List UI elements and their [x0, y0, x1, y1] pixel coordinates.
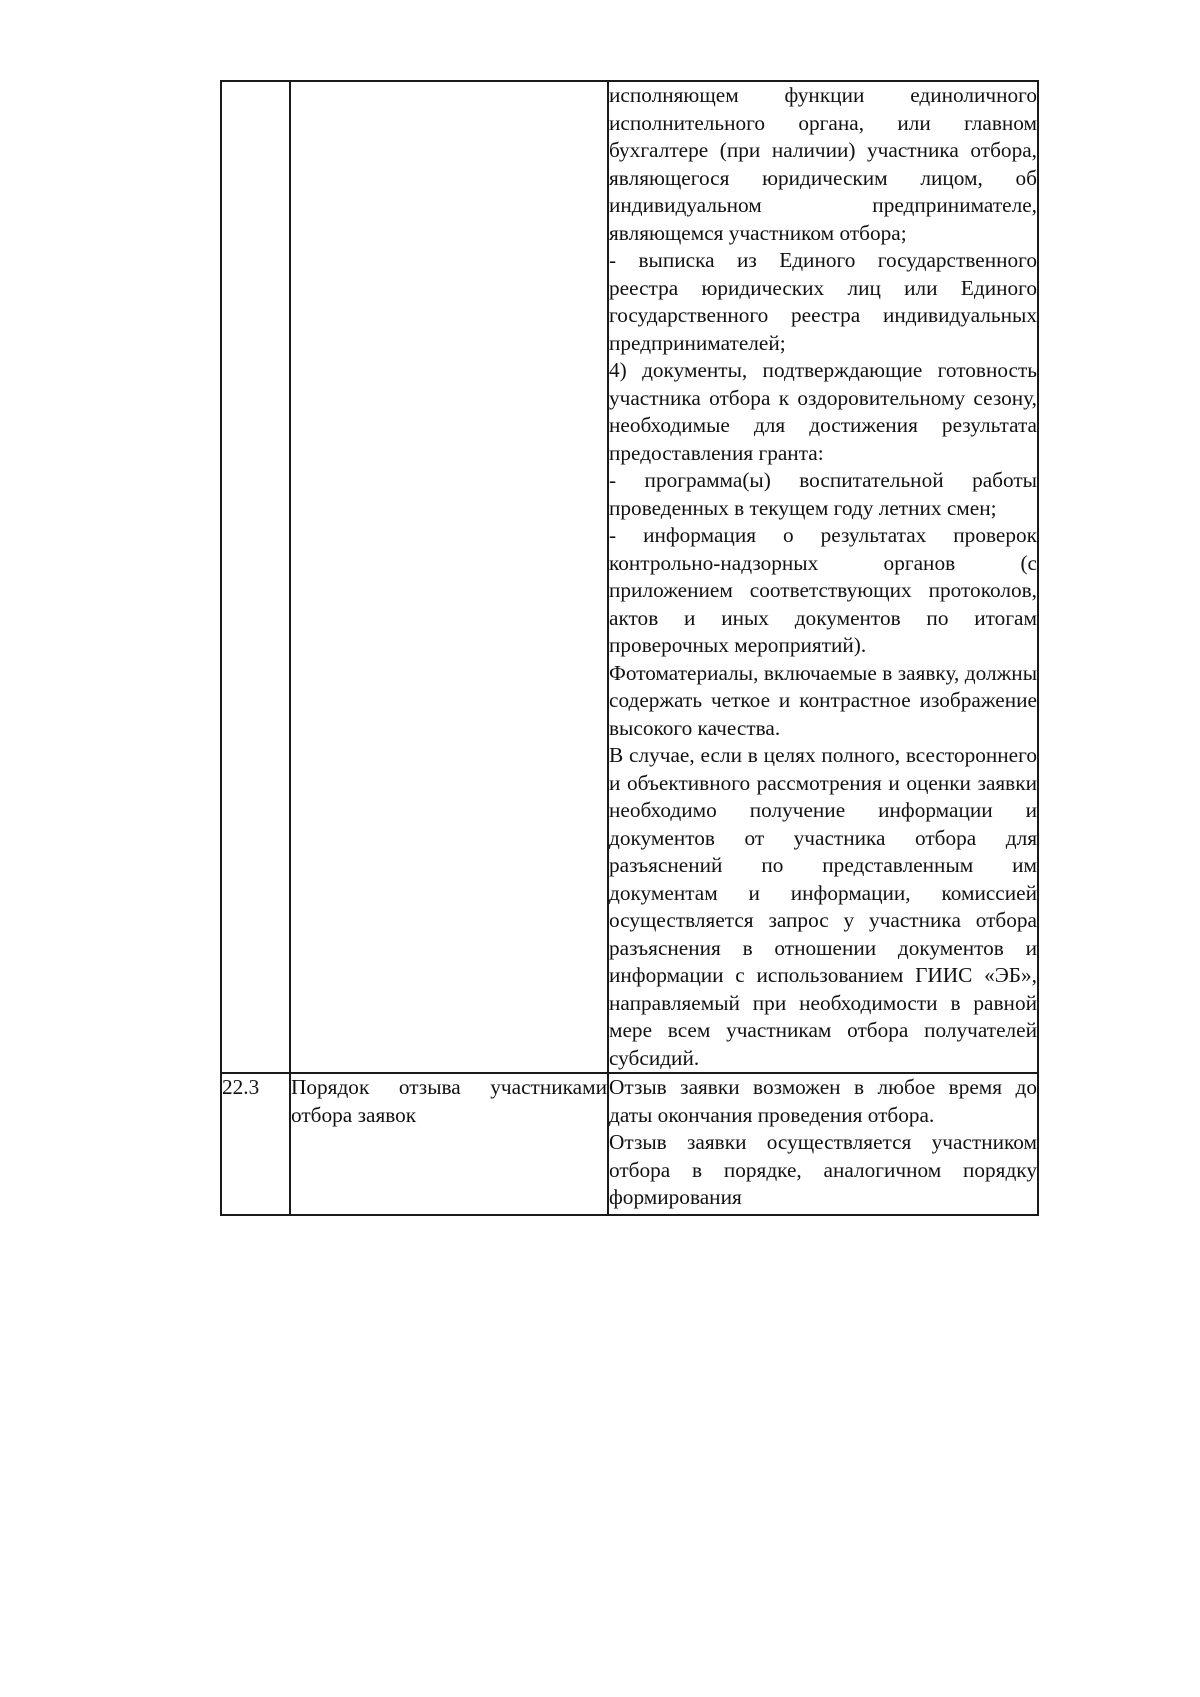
paragraph: 4) документы, подтверждающие готовность участника отбора к оздоровительному сезону, необходимые для достижения результата предоставления гранта: [609, 358, 1037, 465]
regulation-table [220, 80, 1039, 1216]
row-name-cell [290, 1073, 608, 1215]
paragraph: исполняющем функции единоличного исполнительного органа, или главном бухгалтере (при наличии) участника отбора, являющегося юридическим лицом, об индивидуальном предпринимателе, являющемся участником отбора; [609, 83, 1037, 245]
row-number-cell [221, 81, 290, 1073]
row-content-cell [608, 1073, 1038, 1215]
row-name-text: Порядок отзыва участниками отбора заявок [291, 1075, 607, 1127]
paragraph: В случае, если в целях полного, всестороннего и объективного рассмотрения и оценки заявки необходимо получение информации и документов от участника отбора для разъяснений по представленным им документам и информации, комиссией осуществляется запрос у участника отбора разъяснения в отношении документов и информации с использованием ГИИС «ЭБ», направляемый при необходимости в равной мере всем участникам отбора получателей субсидий. [609, 743, 1037, 1070]
paragraph: - информация о результатах проверок контрольно-надзорных органов (с приложением соответствующих протоколов, актов и иных документов по итогам проверочных мероприятий). [609, 523, 1037, 657]
paragraph: - выписка из Единого государственного реестра юридических лиц или Единого государственного реестра индивидуальных предпринимателей; [609, 248, 1037, 355]
row-number-cell: 22.3 [221, 1073, 290, 1215]
table-row-22-3 [221, 1073, 1038, 1215]
paragraph: Отзыв заявки возможен в любое время до даты окончания проведения отбора. [609, 1075, 1037, 1127]
paragraph: - программа(ы) воспитательной работы проведенных в текущем году летних смен; [609, 468, 1037, 520]
paragraph: Фотоматериалы, включаемые в заявку, должны содержать четкое и контрастное изображение высокого качества. [609, 660, 1037, 740]
row-content-cell [608, 81, 1038, 1073]
paragraph: Отзыв заявки осуществляется участником отбора в порядке, аналогичном порядку формирования [609, 1130, 1037, 1209]
table-row-continuation [221, 81, 1038, 1073]
row-name-cell [290, 81, 608, 1073]
